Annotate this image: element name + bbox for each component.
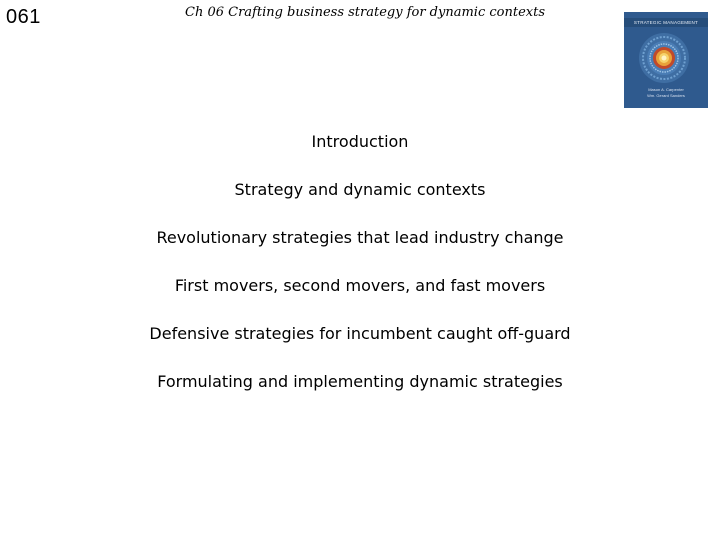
book-cover-authors: [624, 87, 708, 99]
book-cover-title: STRATEGIC MANAGEMENT: [633, 20, 699, 25]
agenda-item-defensive-strategies: Defensive strategies for incumbent caught off-guard: [149, 324, 571, 343]
agenda-item-first-second-fast-movers: First movers, second movers, and fast movers: [174, 276, 546, 295]
slide-number: 061: [6, 6, 41, 28]
agenda-item-revolutionary-strategies: Revolutionary strategies that lead industry change: [156, 228, 564, 247]
book-cover-image: [624, 12, 708, 108]
book-cover-author: Wm. Gerard Sanders: [647, 93, 685, 98]
agenda-item-strategy-dynamic-contexts: Strategy and dynamic contexts: [234, 180, 486, 199]
book-cover-author: Mason A. Carpenter: [648, 87, 684, 92]
chapter-title: Ch 06 Crafting business strategy for dynamic contexts: [185, 5, 545, 20]
agenda-item-introduction: Introduction: [311, 132, 409, 151]
agenda-item-formulating-implementing: Formulating and implementing dynamic strategies: [157, 372, 563, 391]
agenda-list: [0, 128, 720, 416]
